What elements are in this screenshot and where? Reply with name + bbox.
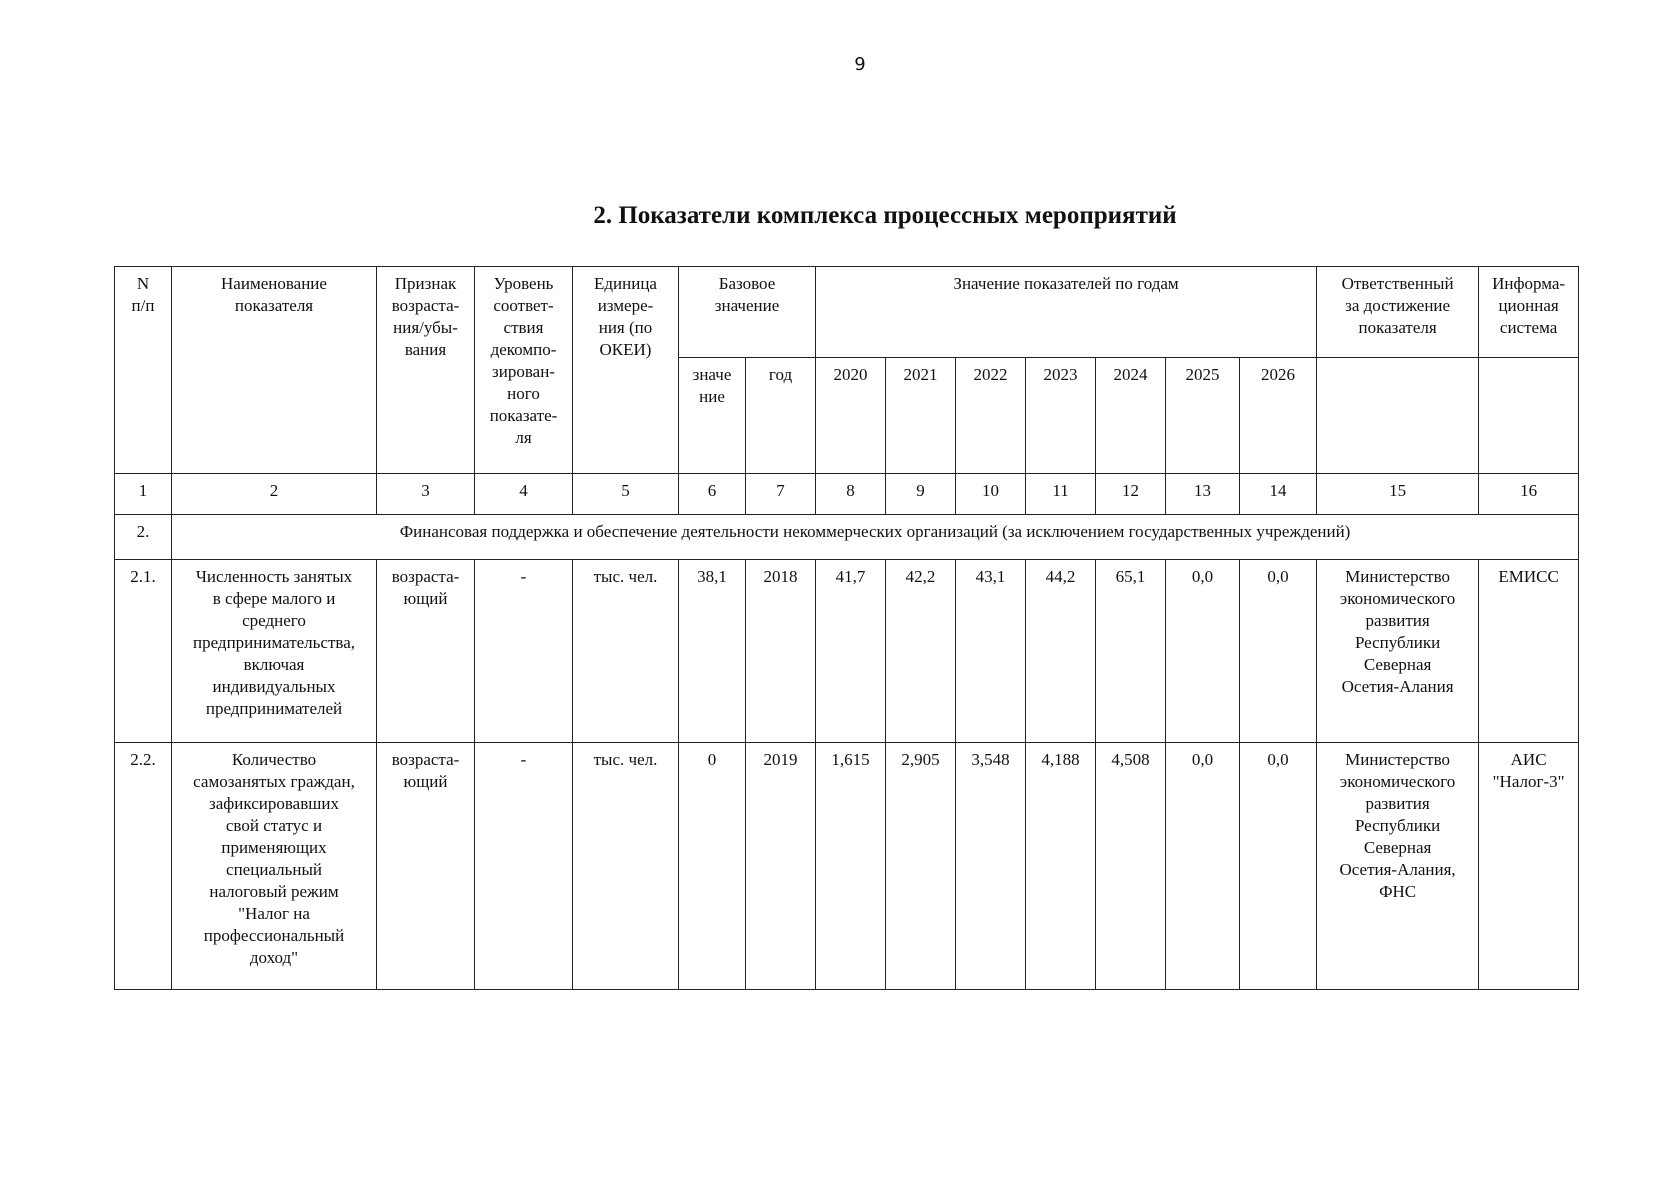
- row-trend: возраста- ющий: [377, 560, 475, 743]
- row-year-value: 65,1: [1096, 560, 1166, 743]
- row-base-year: 2019: [746, 743, 816, 990]
- row-base-value: 0: [679, 743, 746, 990]
- row-responsible: Министерство экономического развития Республики Северная Осетия-Алания, ФНС: [1317, 743, 1479, 990]
- table-row: [115, 560, 1579, 743]
- row-year-value: 43,1: [956, 560, 1026, 743]
- page-number: 9: [854, 54, 866, 75]
- indicators-table: [114, 266, 1579, 990]
- row-year-value: 0,0: [1166, 743, 1240, 990]
- column-number: 4: [475, 474, 573, 515]
- row-year-value: 1,615: [816, 743, 886, 990]
- row-year-value: 0,0: [1166, 560, 1240, 743]
- column-number: 3: [377, 474, 475, 515]
- header-responsible: Ответственный за достижение показателя: [1317, 267, 1479, 358]
- row-level: -: [475, 743, 573, 990]
- header-trend: Признак возраста- ния/убы- вания: [377, 267, 475, 474]
- row-year-value: 41,7: [816, 560, 886, 743]
- row-base-year: 2018: [746, 560, 816, 743]
- column-number: 6: [679, 474, 746, 515]
- row-level: -: [475, 560, 573, 743]
- header-empty: [1479, 358, 1579, 474]
- column-number: 15: [1317, 474, 1479, 515]
- header-base: Базовое значение: [679, 267, 816, 358]
- row-year-value: 44,2: [1026, 560, 1096, 743]
- row-year-value: 0,0: [1240, 560, 1317, 743]
- column-number-row: [115, 474, 1579, 515]
- row-year-value: 0,0: [1240, 743, 1317, 990]
- header-year: 2022: [956, 358, 1026, 474]
- row-year-value: 4,188: [1026, 743, 1096, 990]
- row-info-system: АИС "Налог-3": [1479, 743, 1579, 990]
- row-num: 2.2.: [115, 743, 172, 990]
- row-responsible: Министерство экономического развития Республики Северная Осетия-Алания: [1317, 560, 1479, 743]
- header-year: 2021: [886, 358, 956, 474]
- section-num: 2.: [115, 515, 172, 560]
- row-base-value: 38,1: [679, 560, 746, 743]
- header-year: 2025: [1166, 358, 1240, 474]
- row-trend: возраста- ющий: [377, 743, 475, 990]
- row-num: 2.1.: [115, 560, 172, 743]
- row-name: Численность занятых в сфере малого и среднего предпринимательства, включая индивидуальных предпринимателей: [172, 560, 377, 743]
- column-number: 8: [816, 474, 886, 515]
- row-year-value: 3,548: [956, 743, 1026, 990]
- row-year-value: 42,2: [886, 560, 956, 743]
- row-year-value: 4,508: [1096, 743, 1166, 990]
- section-title: 2. Показатели комплекса процессных мероприятий: [593, 202, 1177, 229]
- header-year: 2020: [816, 358, 886, 474]
- column-number: 11: [1026, 474, 1096, 515]
- header-base-value: значе ние: [679, 358, 746, 474]
- column-number: 2: [172, 474, 377, 515]
- header-base-year: год: [746, 358, 816, 474]
- column-number: 9: [886, 474, 956, 515]
- column-number: 1: [115, 474, 172, 515]
- header-years-group: Значение показателей по годам: [816, 267, 1317, 358]
- row-name: Количество самозанятых граждан, зафиксировавших свой статус и применяющих специальный налоговый режим "Налог на профессиональный доход": [172, 743, 377, 990]
- column-number: 13: [1166, 474, 1240, 515]
- table-row: [115, 743, 1579, 990]
- row-info-system: ЕМИСС: [1479, 560, 1579, 743]
- header-info-system: Информа- ционная система: [1479, 267, 1579, 358]
- column-number: 14: [1240, 474, 1317, 515]
- section-row: [115, 515, 1579, 560]
- header-year: 2026: [1240, 358, 1317, 474]
- column-number: 16: [1479, 474, 1579, 515]
- header-num: N п/п: [115, 267, 172, 474]
- column-number: 12: [1096, 474, 1166, 515]
- header-level: Уровень соответ- ствия декомпо- зирован- ного показате- ля: [475, 267, 573, 474]
- header-year: 2023: [1026, 358, 1096, 474]
- row-unit: тыс. чел.: [573, 560, 679, 743]
- row-year-value: 2,905: [886, 743, 956, 990]
- column-number: 10: [956, 474, 1026, 515]
- column-number: 7: [746, 474, 816, 515]
- header-unit: Единица измере- ния (по ОКЕИ): [573, 267, 679, 474]
- section-heading: Финансовая поддержка и обеспечение деятельности некоммерческих организаций (за исключением государственных учреждений): [172, 515, 1579, 560]
- header-row-top: [115, 267, 1579, 358]
- column-number: 5: [573, 474, 679, 515]
- header-name: Наименование показателя: [172, 267, 377, 474]
- header-empty: [1317, 358, 1479, 474]
- row-unit: тыс. чел.: [573, 743, 679, 990]
- header-year: 2024: [1096, 358, 1166, 474]
